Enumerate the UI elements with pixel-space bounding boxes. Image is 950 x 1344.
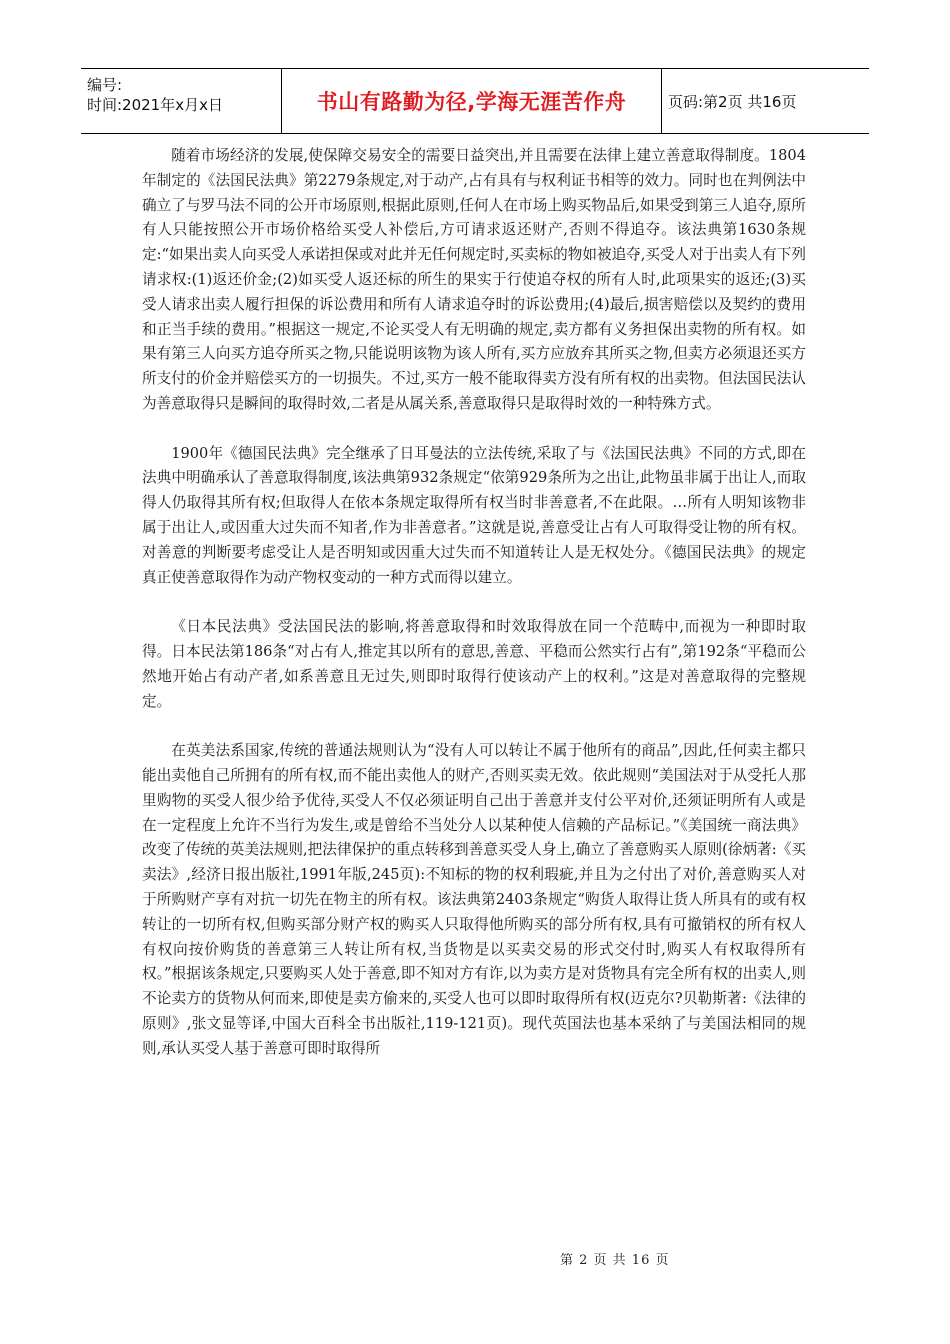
page-label: 页码:第2页 共16页	[668, 92, 797, 111]
number-label: 编号:	[87, 76, 123, 94]
paragraph-japanese-civil-code: 《日本民法典》受法国民法的影响,将善意取得和时效取得放在同一个范畴中,而视为一种即时取得。日本民法第186条“对占有人,推定其以所有的意思,善意、平稳而公然实行占有”,第192条“平稳而公然地开始占有动产者,如系善意且无过失,则即时取得行使该动产上的权利。”这是对善意取得的完整规定。	[142, 618, 806, 710]
time-label: 时间:2021年x月x日	[87, 96, 223, 114]
page-footer: 第 2 页 共 16 页	[560, 1253, 670, 1268]
header-table	[81, 68, 869, 134]
paragraph-french-civil-code: 随着市场经济的发展,使保障交易安全的需要日益突出,并且需要在法律上建立善意取得制度。1804年制定的《法国民法典》第2279条规定,对于动产,占有具有与权利证书相等的效力。同时也在判例法中确立了与罗马法不同的公开市场原则,根据此原则,任何人在市场上购买物品后,如果受到第三人追夺,原所有人只能按照公开市场价格给买受人补偿后,方可请求返还财产,否则不得追夺。该法典第1630条规定:“如果出卖人向买受人承诺担保或对此并无任何规定时,买卖标的物如被追夺,买受人对于出卖人有下列请求权:(1)返还价金;(2)如买受人返还标的所生的果实于行使追夺权的所有人时,此项果实的返还;(3)买受人请求出卖人履行担保的诉讼费用和所有人请求追夺时的诉讼费用;(4)最后,损害赔偿以及契约的费用和正当手续的费用。”根据这一规定,不论买受人有无明确的规定,卖方都有义务担保出卖物的所有权。如果有第三人向买方追夺所买之物,只能说明该物为该人所有,买方应放弃其所买之物,但卖方必须退还买方所支付的价金并赔偿买方的一切损失。不过,买方一般不能取得卖方没有所有权的出卖物。但法国民法认为善意取得只是瞬间的取得时效,二者是从属关系,善意取得只是取得时效的一种特殊方式。	[142, 147, 806, 412]
motto-cell	[282, 69, 662, 133]
motto-text: 书山有路勤为径,学海无涯苦作舟	[316, 90, 627, 114]
paragraph-common-law: 在英美法系国家,传统的普通法规则认为“没有人可以转让不属于他所有的商品”,因此,任何卖主都只能出卖他自己所拥有的所有权,而不能出卖他人的财产,否则买卖无效。依此规则“美国法对于从受托人那里购物的买受人很少给予优待,买受人不仅必须证明自己出于善意并支付公平对价,还须证明所有人或是在一定程度上允许不当行为发生,或是曾给不当处分人以某种使人信赖的产品标记。”《美国统一商法典》改变了传统的英美法规则,把法律保护的重点转移到善意买受人身上,确立了善意购买人原则(徐炳著:《买卖法》,经济日报出版社,1991年版,245页):不知标的物的权利瑕疵,并且为之付出了对价,善意购买人对于所购财产享有对抗一切先在物主的所有权。该法典第2403条规定“购货人取得让货人所具有的或有权转让的一切所有权,但购买部分财产权的购买人只取得他所购买的部分所有权,具有可撤销权的所有权人有权向按价购货的善意第三人转让所有权,当货物是以买卖交易的形式交付时,购买人有权取得所有权。”根据该条规定,只要购买人处于善意,即不知对方有诈,以为卖方是对货物具有完全所有权的出卖人,则不论卖方的货物从何而来,即使是卖方偷来的,买受人也可以即时取得所有权(迈克尔?贝勒斯著:《法律的原则》,张文显等译,中国大百科全书出版社,119-121页)。现代英国法也基本采纳了与美国法相同的规则,承认买受人基于善意可即时取得所	[142, 742, 806, 1057]
paragraph-german-civil-code: 1900年《德国民法典》完全继承了日耳曼法的立法传统,采取了与《法国民法典》不同的方式,即在法典中明确承认了善意取得制度,该法典第932条规定“依第929条所为之出让,此物虽非属于出让人,而取得人仍取得其所有权;但取得人在依本条规定取得所有权当时非善意者,不在此限。…所有人明知该物非属于出让人,或因重大过失而不知者,作为非善意者。”这就是说,善意受让占有人可取得受让物的所有权。对善意的判断要考虑受让人是否明知或因重大过失而不知道转让人是无权处分。《德国民法典》的规定真正使善意取得作为动产物权变动的一种方式而得以建立。	[142, 444, 806, 586]
header-meta-cell	[81, 69, 282, 133]
document-body	[142, 144, 806, 1086]
page-number-cell	[662, 69, 869, 133]
